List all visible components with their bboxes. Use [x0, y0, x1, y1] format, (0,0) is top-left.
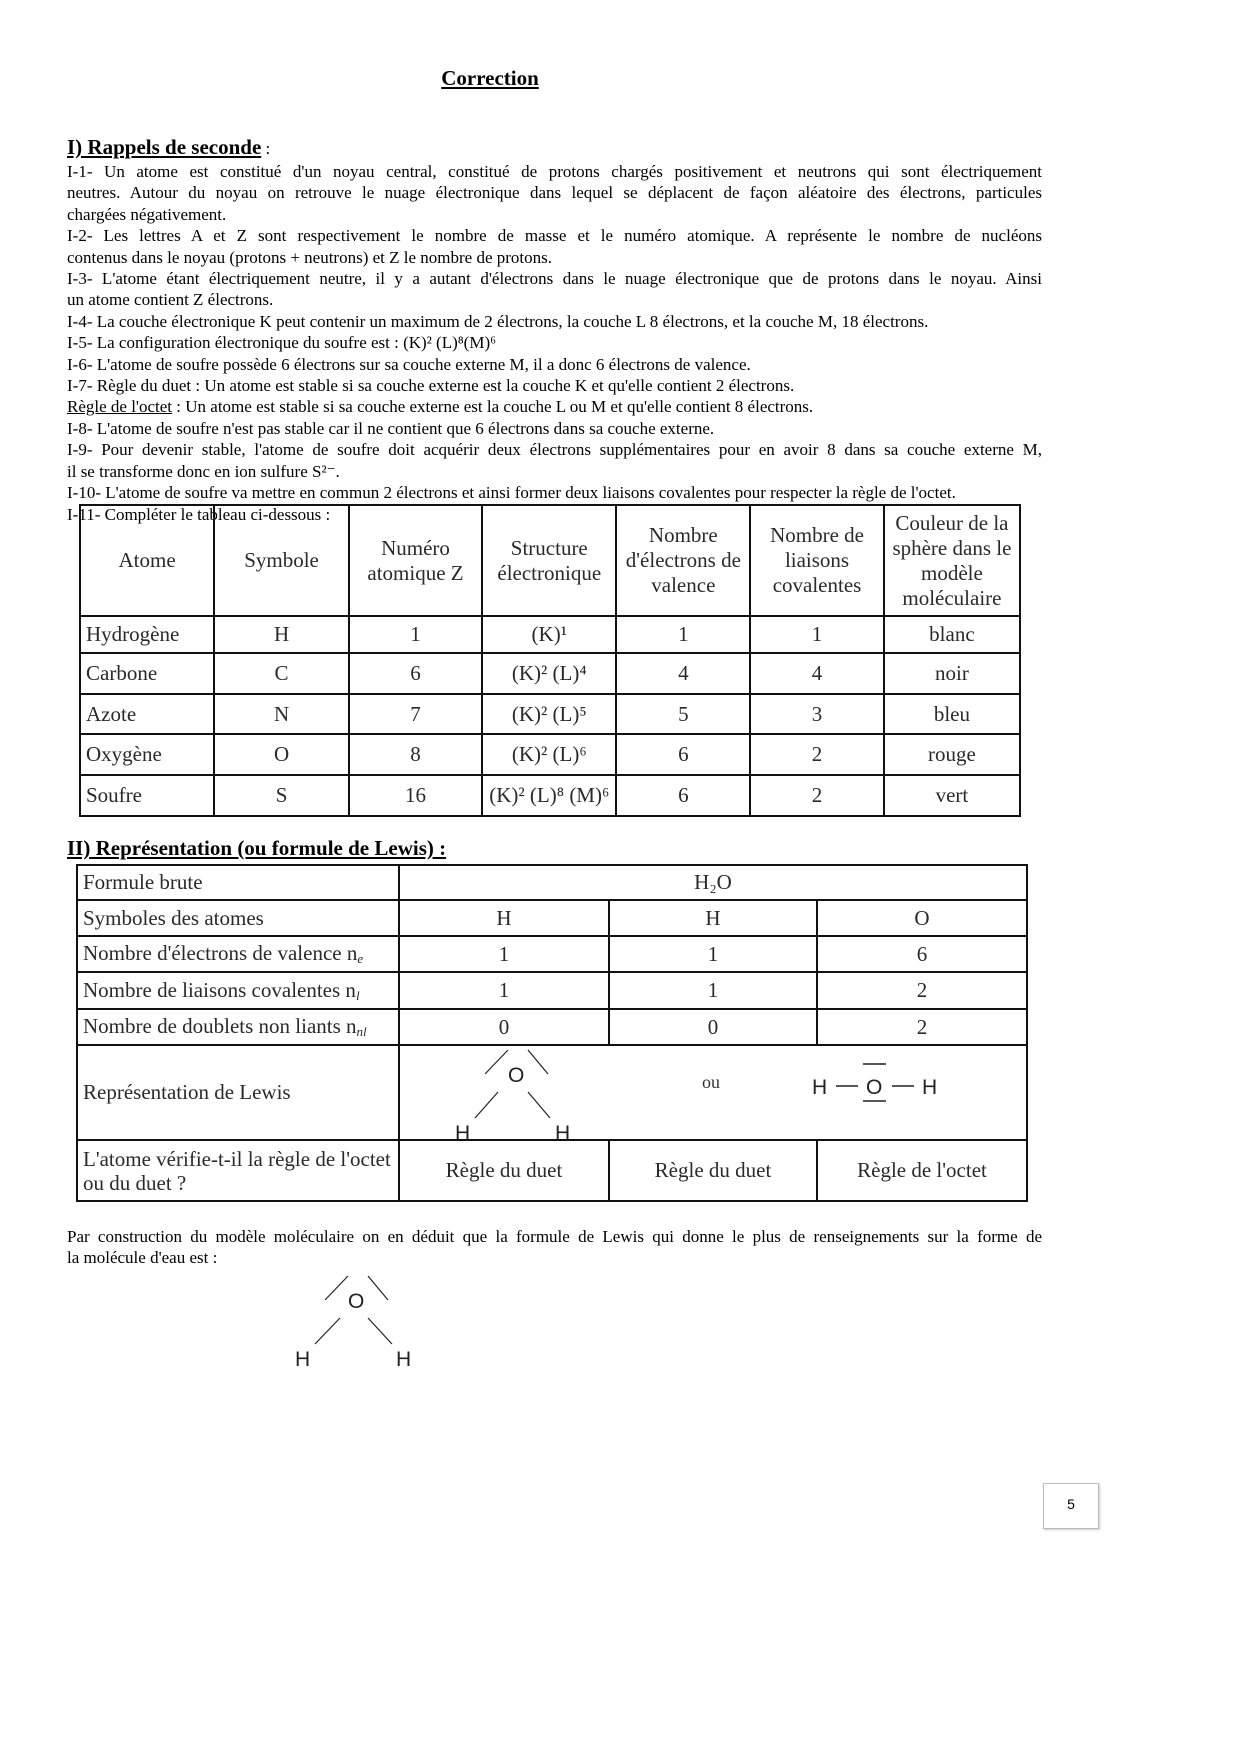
table-row [80, 616, 1020, 653]
cell: H [214, 616, 349, 653]
cell: O [214, 734, 349, 775]
cell: 8 [349, 734, 482, 775]
column-header: Symbole [214, 505, 349, 616]
cell: bleu [884, 694, 1020, 734]
text-line: I-3- L'atome étant électriquement neutre, il y a autant d'électrons dans le nuage électronique que de protons dans le noyau. Ainsi [67, 269, 1042, 289]
cell: 7 [349, 694, 482, 734]
cell: vert [884, 775, 1020, 816]
water-lewis-bent [290, 1272, 430, 1372]
bonds-label: Nombre de liaisons covalentes $n_l$ [77, 972, 399, 1009]
or-text: ou [702, 1072, 720, 1092]
atom-o: O [866, 1076, 883, 1099]
cell: blanc [884, 616, 1020, 653]
text-line: I-9- Pour devenir stable, l'atome de soufre doit acquérir deux électrons supplémentaires pour en avoir 8 dans sa couche externe M, [67, 440, 1042, 460]
cell: Carbone [80, 653, 214, 694]
atom-h: H [922, 1076, 938, 1099]
cell: 4 [750, 653, 884, 694]
cell: Hydrogène [80, 616, 214, 653]
text-line: I-6- L'atome de soufre possède 6 électrons sur sa couche externe M, il a donc 6 électrons de valence. [67, 354, 751, 374]
cell: O [817, 900, 1027, 936]
column-header: Structure électronique [482, 505, 616, 616]
section2-heading: II) Représentation (ou formule de Lewis) : [67, 836, 447, 860]
text-line: I-5- La configuration électronique du soufre est : (K)² (L)⁸(M)⁶ [67, 333, 497, 353]
linear-water-lewis [812, 1064, 937, 1101]
cell: (K)² (L)⁴ [482, 653, 616, 694]
formula-value: H₂O [399, 865, 1027, 900]
text-line: I-2- Les lettres A et Z sont respectivement le nombre de masse et le numéro atomique. A représente le nombre de nucléons [67, 226, 1042, 246]
cell: (K)² (L)⁶ [482, 734, 616, 775]
lewis-table [76, 864, 1028, 1202]
cell: 16 [349, 775, 482, 816]
section-rappels [67, 135, 1042, 525]
atom-h: H [295, 1348, 311, 1371]
cell: 2 [817, 1009, 1027, 1045]
atom-h: H [396, 1348, 412, 1371]
text-line: I-11- Compléter le tableau ci-dessous : [67, 504, 331, 524]
atom-h: H [555, 1122, 571, 1139]
bent-water-lewis [455, 1050, 570, 1139]
cell: 5 [616, 694, 750, 734]
text-line: Par construction du modèle moléculaire on en déduit que la formule de Lewis qui donne le plus de renseignements sur la forme de [67, 1227, 1042, 1246]
atom-h: H [812, 1076, 828, 1099]
cell: Règle de l'octet [817, 1140, 1027, 1201]
text-line: I-4- La couche électronique K peut contenir un maximum de 2 électrons, la couche L 8 électrons, et la couche M, 18 électrons. [67, 311, 929, 331]
cell: 1 [609, 936, 817, 972]
cell: noir [884, 653, 1020, 694]
cell: N [214, 694, 349, 734]
text-line: I-1- Un atome est constitué d'un noyau central, constitué de protons chargés positivement et neutrons qui sont électriquement [67, 162, 1042, 181]
table-row [80, 775, 1020, 816]
cell: 2 [750, 734, 884, 775]
column-header: Nombre de liaisons covalentes [750, 505, 884, 616]
column-header: Atome [80, 505, 214, 616]
text-line: I-10- L'atome de soufre va mettre en commun 2 électrons et ainsi former deux liaisons covalentes pour respecter la règle de l'octet. [67, 483, 956, 503]
text-line: I-8- L'atome de soufre n'est pas stable car il ne contient que 6 électrons dans sa couche externe. [67, 418, 715, 438]
conclusion [67, 1226, 1042, 1269]
column-header: Numéro atomique Z [349, 505, 482, 616]
text-line: contenus dans le noyau (protons + neutrons) et Z le nombre de protons. [67, 247, 553, 267]
cell: C [214, 653, 349, 694]
cell: Soufre [80, 775, 214, 816]
cell: (K)² (L)⁸ (M)⁶ [482, 775, 616, 816]
cell: Règle du duet [609, 1140, 817, 1201]
cell: (K)¹ [482, 616, 616, 653]
column-header: Couleur de la sphère dans le modèle moléculaire [884, 505, 1020, 616]
cell: 2 [750, 775, 884, 816]
page-number: 5 [1043, 1483, 1099, 1529]
lone-pairs-label: Nombre de doublets non liants $n_{nl}$ [77, 1009, 399, 1045]
cell: 1 [750, 616, 884, 653]
text-line: un atome contient Z électrons. [67, 290, 274, 310]
section1-heading: I) Rappels de seconde : [67, 135, 271, 159]
formula-label: Formule brute [77, 865, 399, 900]
cell: H [609, 900, 817, 936]
lewis-label: Représentation de Lewis [77, 1045, 399, 1140]
cell: H [399, 900, 609, 936]
cell: 0 [609, 1009, 817, 1045]
cell: rouge [884, 734, 1020, 775]
rule-label: L'atome vérifie-t-il la règle de l'octet ou du duet ? [77, 1140, 399, 1201]
cell: S [214, 775, 349, 816]
cell: 0 [399, 1009, 609, 1045]
text-line: chargées négativement. [67, 204, 227, 224]
valence-label: Nombre d'électrons de valence $n_e$ [77, 936, 399, 972]
text-line: I-7- Règle du duet : Un atome est stable si sa couche externe est la couche K et qu'elle contient 2 électrons. [67, 376, 795, 396]
cell: 6 [817, 936, 1027, 972]
cell: Azote [80, 694, 214, 734]
cell: 1 [609, 972, 817, 1009]
table-row [80, 734, 1020, 775]
lewis-diagrams [400, 1046, 1026, 1139]
cell: (K)² (L)⁵ [482, 694, 616, 734]
cell: 1 [616, 616, 750, 653]
cell: 6 [349, 653, 482, 694]
text-line: neutres. Autour du noyau on retrouve le nuage électronique dans lequel se déplacent de façon aléatoire des électrons, particules [67, 183, 1042, 203]
lewis-structures [399, 1045, 1027, 1140]
table-row [80, 653, 1020, 694]
symbols-label: Symboles des atomes [77, 900, 399, 936]
atom-o: O [348, 1290, 365, 1313]
octet-rule: Règle de l'octet : Un atome est stable si sa couche externe est la couche L ou M et qu'elle contient 8 électrons. [67, 397, 814, 417]
atoms-table [79, 504, 1021, 817]
cell: Oxygène [80, 734, 214, 775]
table-row [80, 694, 1020, 734]
cell: Règle du duet [399, 1140, 609, 1201]
cell: 6 [616, 734, 750, 775]
text-line: il se transforme donc en ion sulfure S²⁻. [67, 461, 340, 481]
cell: 1 [399, 972, 609, 1009]
cell: 3 [750, 694, 884, 734]
atom-h: H [455, 1122, 471, 1139]
column-header: Nombre d'électrons de valence [616, 505, 750, 616]
cell: 2 [817, 972, 1027, 1009]
cell: 1 [349, 616, 482, 653]
cell: 6 [616, 775, 750, 816]
text-line: la molécule d'eau est : [67, 1248, 218, 1268]
page-title: Correction [441, 66, 539, 90]
cell: 1 [399, 936, 609, 972]
cell: 4 [616, 653, 750, 694]
atom-o: O [508, 1064, 525, 1087]
